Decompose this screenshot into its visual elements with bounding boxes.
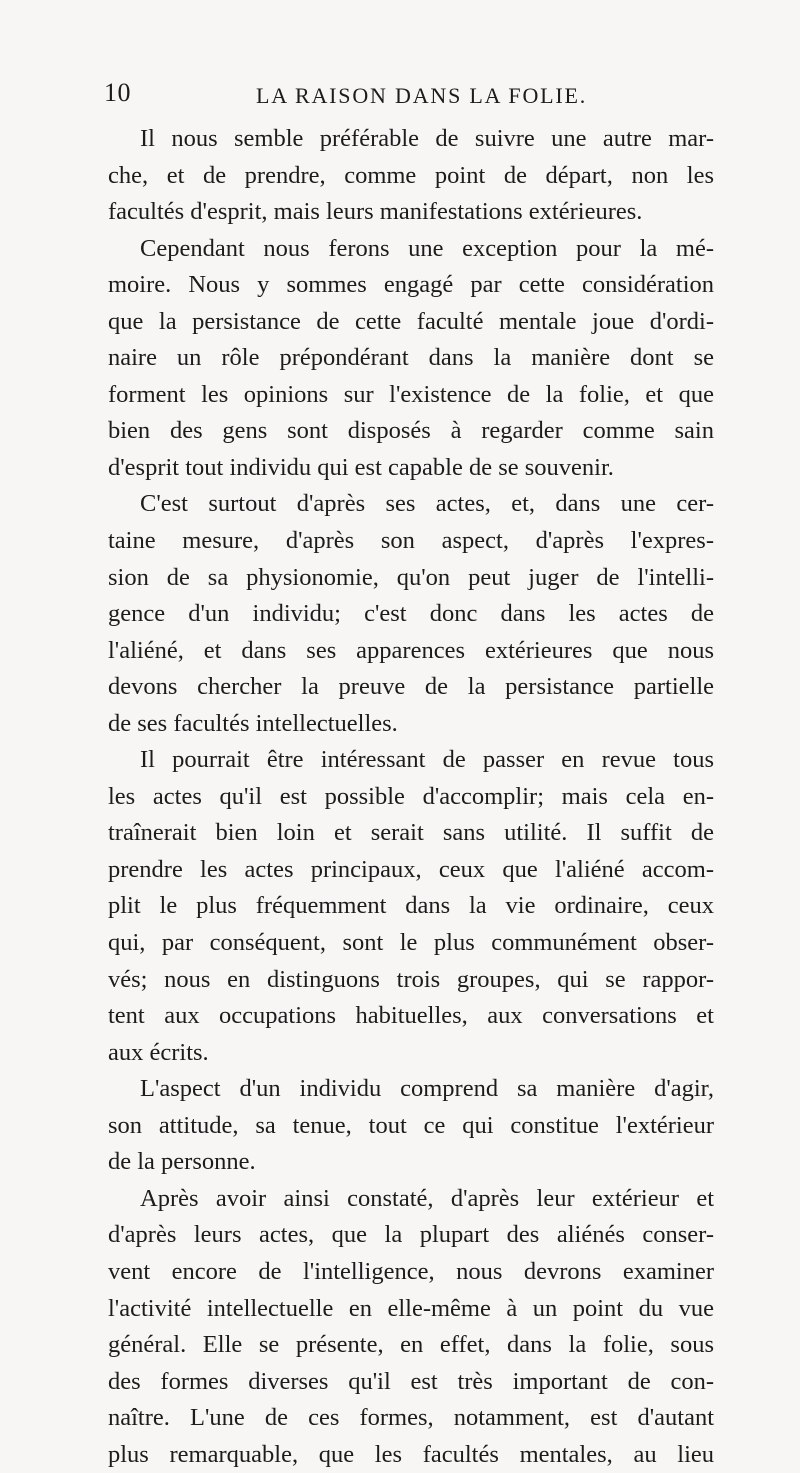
running-title: LA RAISON DANS LA FOLIE.: [256, 83, 588, 108]
text-line: Après avoir ainsi constaté, d'après leur extérieur et: [140, 1184, 714, 1212]
text-line: sion de sa physionomie, qu'on peut juger de l'intelli-: [108, 563, 714, 591]
text-line: d'esprit tout individu qui est capable de se souvenir.: [108, 453, 614, 481]
text-line: forment les opinions sur l'existence de la folie, et que: [108, 380, 714, 408]
text-line: général. Elle se présente, en effet, dans la folie, sous: [108, 1331, 714, 1359]
text-line: tent aux occupations habituelles, aux conversations et: [108, 1002, 714, 1030]
text-line: vent encore de l'intelligence, nous devrons examiner: [108, 1257, 714, 1285]
text-line: l'activité intellectuelle en elle-même à un point du vue: [108, 1294, 714, 1322]
text-line: Il pourrait être intéressant de passer en revue tous: [140, 746, 714, 774]
text-line: qui, par conséquent, sont le plus communément obser-: [108, 929, 714, 957]
text-line: Il nous semble préférable de suivre une autre mar-: [140, 125, 714, 152]
text-line: naître. L'une de ces formes, notamment, est d'autant: [108, 1404, 714, 1432]
text-line: aux écrits.: [108, 1038, 209, 1066]
text-line: facultés d'esprit, mais leurs manifestations extérieures.: [108, 198, 643, 226]
page-number: 10: [104, 78, 131, 107]
text-line: taine mesure, d'après son aspect, d'après l'expres-: [108, 527, 714, 555]
text-line: de ses facultés intellectuelles.: [108, 709, 398, 737]
text-line: plit le plus fréquemment dans la vie ordinaire, ceux: [108, 892, 714, 920]
text-line: devons chercher la preuve de la persistance partielle: [108, 673, 714, 701]
body-text: [108, 121, 714, 1473]
text-line: prendre les actes principaux, ceux que l'aliéné accom-: [108, 855, 714, 883]
text-line: plus remarquable, que les facultés mentales, au lieu: [108, 1440, 714, 1468]
text-line: Cependant nous ferons une exception pour la mé-: [140, 234, 714, 262]
text-line: l'aliéné, et dans ses apparences extérieures que nous: [108, 636, 714, 664]
text-line: moire. Nous y sommes engagé par cette considération: [108, 271, 714, 299]
text-line: des formes diverses qu'il est très important de con-: [108, 1367, 714, 1395]
text-line: bien des gens sont disposés à regarder comme sain: [108, 417, 714, 445]
text-line: de la personne.: [108, 1148, 256, 1176]
text-line: L'aspect d'un individu comprend sa manière d'agir,: [140, 1075, 714, 1103]
text-line: che, et de prendre, comme point de départ, non les: [108, 161, 714, 189]
text-line: les actes qu'il est possible d'accomplir; mais cela en-: [108, 782, 714, 810]
text-line: naire un rôle prépondérant dans la manière dont se: [108, 344, 714, 372]
text-line: gence d'un individu; c'est donc dans les actes de: [108, 600, 714, 628]
text-line: C'est surtout d'après ses actes, et, dans une cer-: [140, 490, 714, 518]
text-line: d'après leurs actes, que la plupart des aliénés conser-: [108, 1221, 714, 1249]
text-line: que la persistance de cette faculté mentale joue d'ordi-: [108, 307, 714, 335]
text-line: vés; nous en distinguons trois groupes, qui se rappor-: [108, 965, 714, 993]
page-header: [104, 78, 714, 118]
text-line: traînerait bien loin et serait sans utilité. Il suffit de: [108, 819, 714, 847]
text-line: son attitude, sa tenue, tout ce qui constitue l'extérieur: [108, 1111, 714, 1139]
